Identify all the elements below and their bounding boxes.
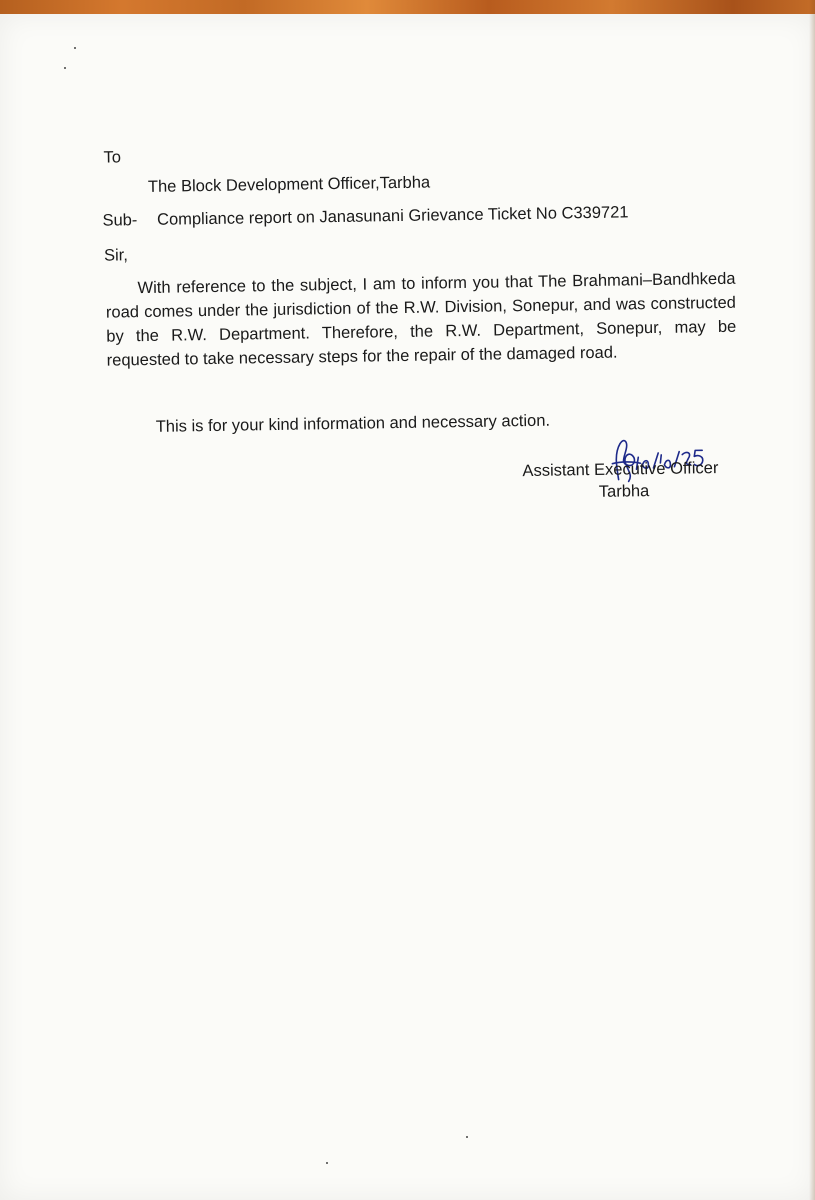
closing-line: This is for your kind information and necessary action. xyxy=(155,411,551,436)
body-paragraph: With reference to the subject, I am to inform you that The Brahmani–Bandhkeda road comes under the jurisdiction of the R.W. Division, Sonepur, and was constructed by the R.W. Department. Therefore, the R.W. Department, Sonepur, may be requested to take necessary steps for the repair of the damaged road. xyxy=(105,269,737,370)
recipient: The Block Development Officer,Tarbha xyxy=(147,173,431,196)
subject-line xyxy=(102,203,628,230)
paper-speck xyxy=(74,47,76,49)
salutation: Sir, xyxy=(103,246,129,265)
paper-speck xyxy=(326,1162,328,1164)
page-edge-shadow xyxy=(809,0,815,1200)
subject-label: Sub- xyxy=(102,211,138,230)
letter-content xyxy=(0,8,815,1200)
letter-page xyxy=(0,14,815,1200)
place: Tarbha xyxy=(598,482,650,501)
paper-speck xyxy=(466,1136,468,1138)
subject-text: Compliance report on Janasunani Grievance Ticket No C339721 xyxy=(156,203,629,229)
to-label: To xyxy=(103,148,122,167)
designation: Assistant Executive Officer xyxy=(522,459,719,481)
paper-speck xyxy=(64,67,66,69)
